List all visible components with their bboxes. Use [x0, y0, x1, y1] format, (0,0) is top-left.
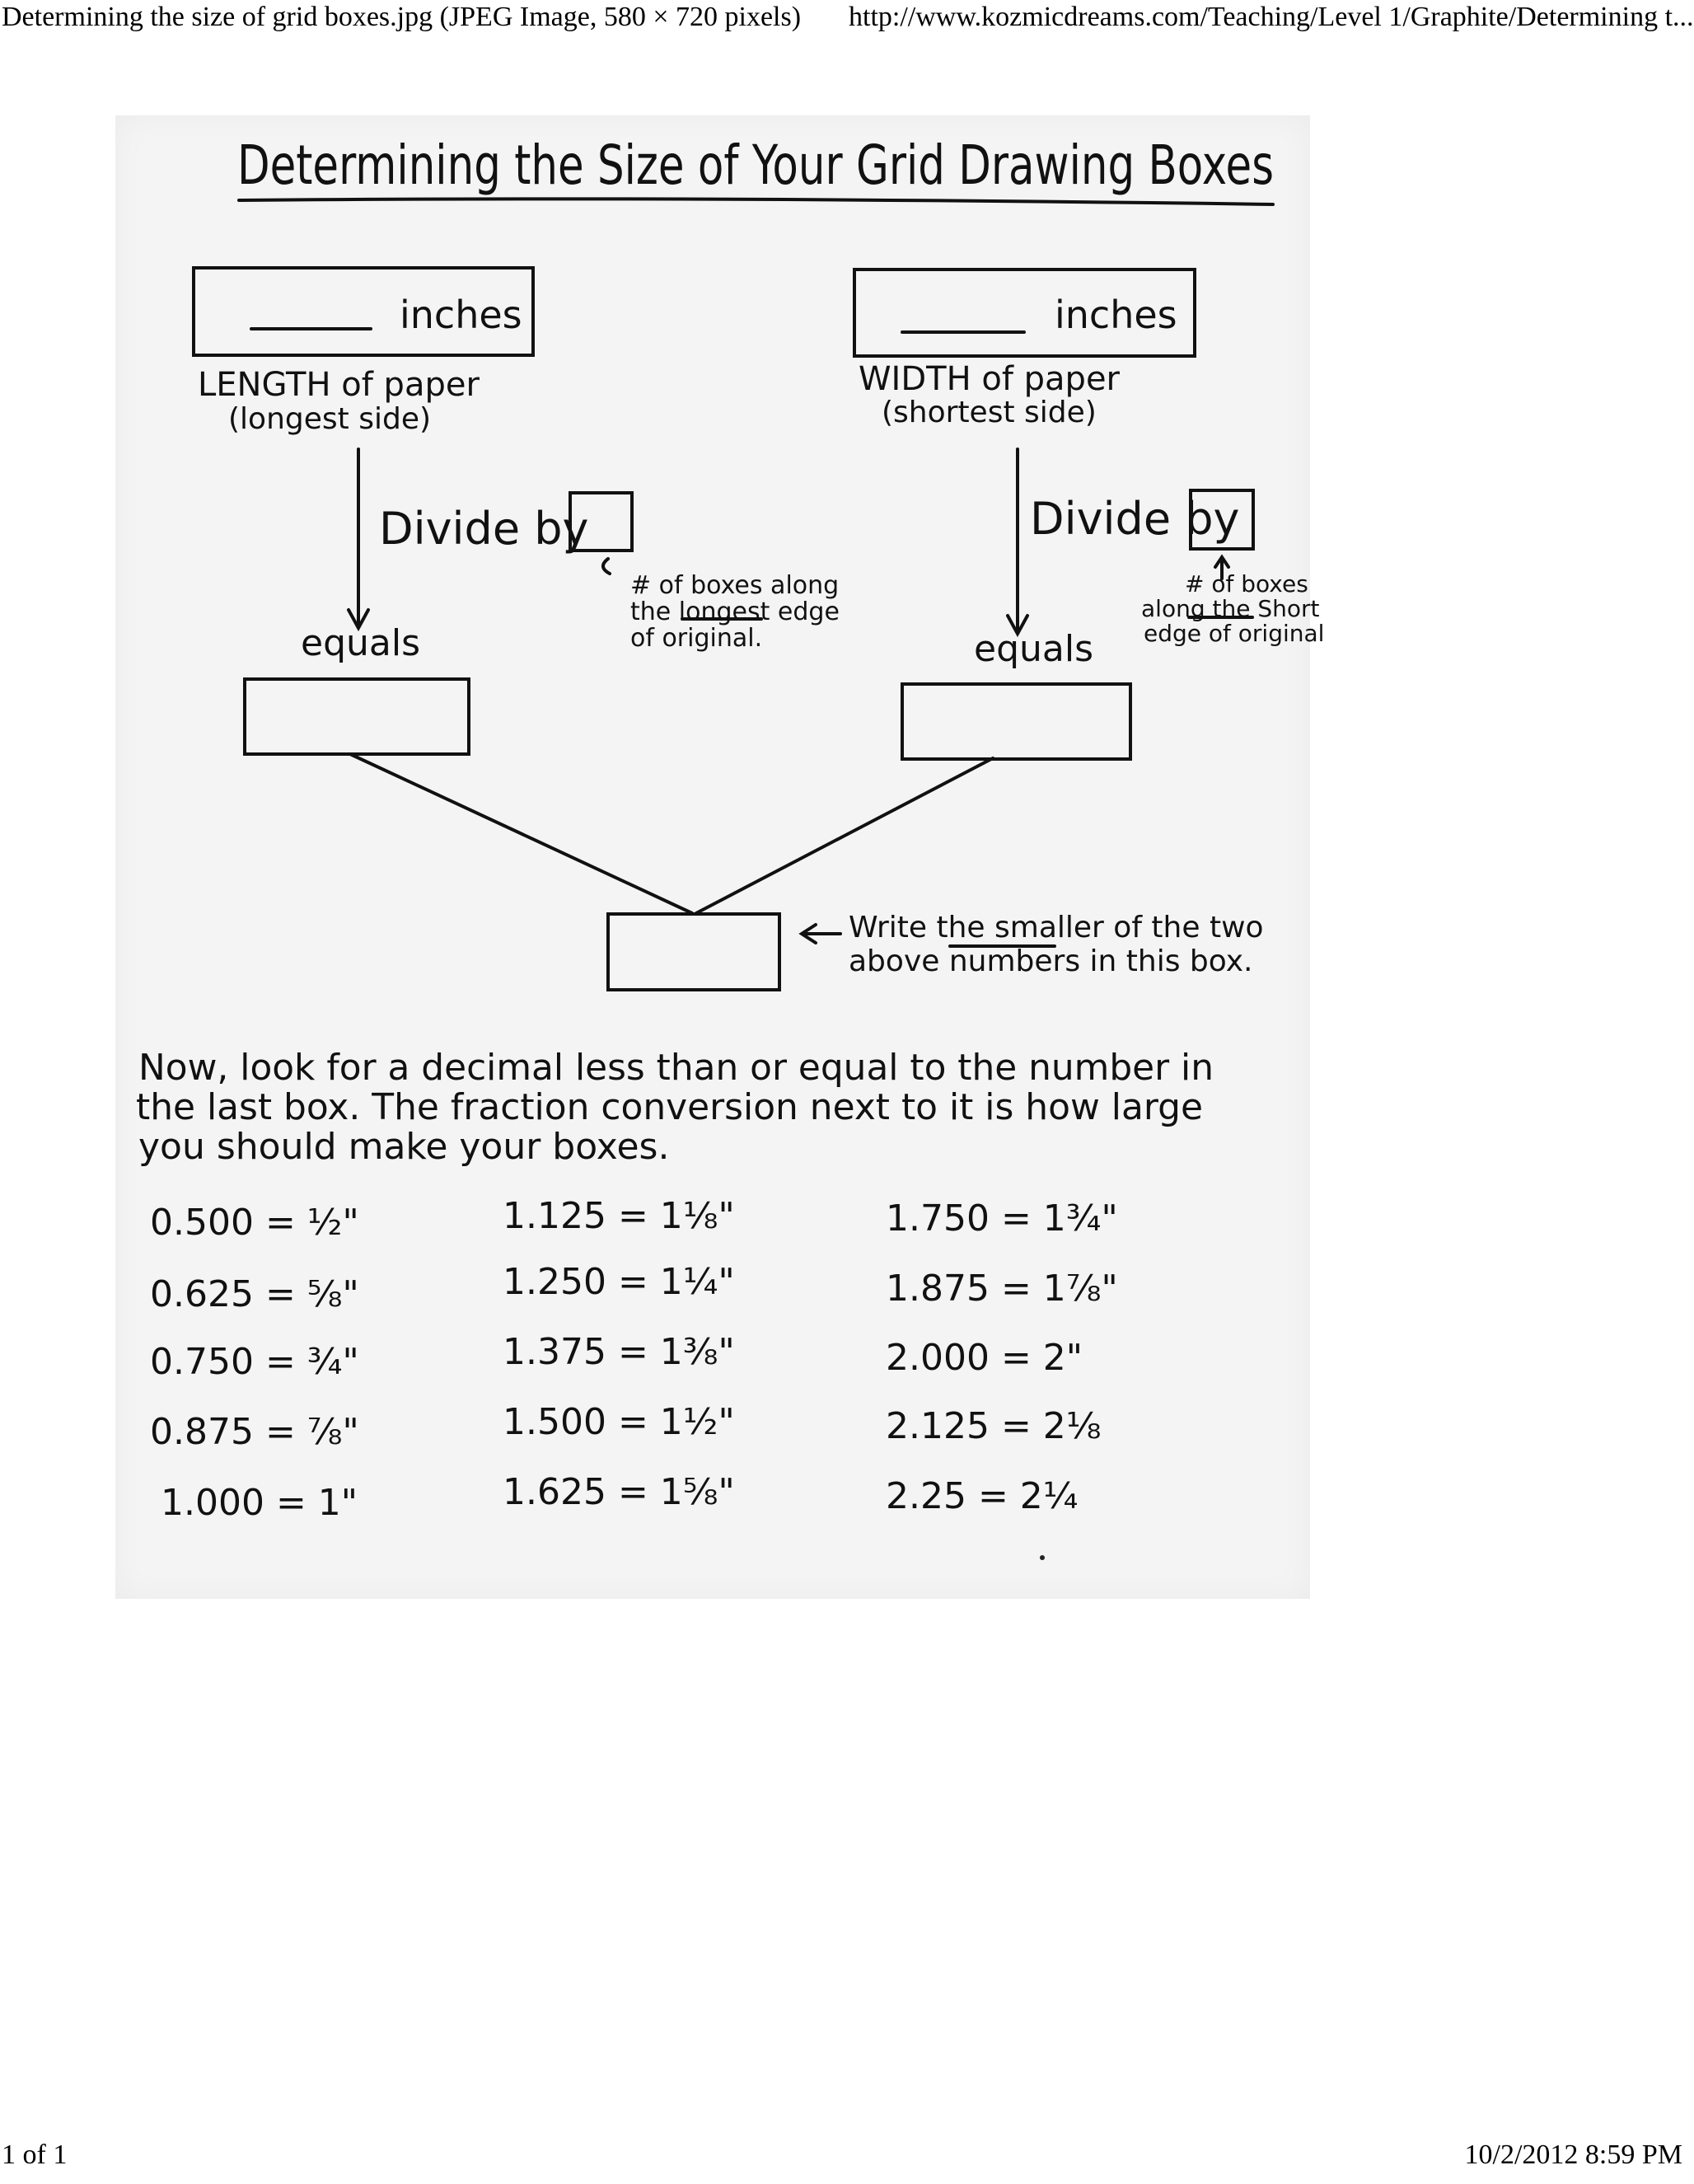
title-underline	[239, 199, 1273, 204]
conversion-row3-col3: 2.000 = 2"	[886, 1337, 1083, 1379]
divide-by-left: Divide by	[379, 503, 589, 555]
conversion-row4-col2: 1.500 = 1½"	[503, 1401, 735, 1443]
worksheet-title: Determining the Size of Your Grid Drawing Boxes	[237, 134, 1274, 197]
equals-right: equals	[974, 628, 1093, 670]
smaller-note-line-1: Write the smaller of the two	[849, 911, 1264, 944]
conversion-row1-col1: 0.500 = ½"	[150, 1202, 359, 1244]
equals-left: equals	[301, 622, 420, 664]
conversion-row5-col2: 1.625 = 1⅝"	[503, 1471, 735, 1513]
left-connector-line	[350, 754, 692, 913]
conversion-row2-col1: 0.625 = ⅝"	[150, 1273, 359, 1315]
width-sublabel: (shortest side)	[882, 396, 1097, 429]
instructions-line-1: Now, look for a decimal less than or equal to the number in	[138, 1047, 1214, 1089]
print-header-title: Determining the size of grid boxes.jpg (JPEG Image, 580 × 720 pixels)	[2, 2, 802, 32]
left-result-box	[245, 679, 469, 754]
conversion-row5-col1: 1.000 = 1"	[161, 1482, 358, 1524]
smaller-note-line-2: above numbers in this box.	[849, 944, 1253, 978]
left-divisor-pointer	[603, 559, 610, 574]
stray-dot	[1040, 1555, 1045, 1560]
left-note-line-1: # of boxes along	[630, 571, 840, 600]
conversion-row3-col1: 0.750 = ¾"	[150, 1341, 359, 1383]
conversion-row1-col2: 1.125 = 1⅛"	[503, 1195, 735, 1237]
page-count: 1 of 1	[2, 2139, 68, 2170]
instructions-line-2: the last box. The fraction conversion next to it is how large	[136, 1086, 1203, 1128]
length-label: LENGTH of paper	[198, 366, 480, 404]
worksheet-drawing	[115, 115, 1325, 1599]
left-note-line-2: the longest edge	[630, 598, 840, 626]
length-sublabel: (longest side)	[228, 402, 432, 436]
divide-by-right: Divide by	[1030, 493, 1240, 545]
width-box-unit: inches	[1055, 293, 1177, 337]
right-note-line-2: along the Short	[1141, 595, 1320, 622]
right-note-line-1: # of boxes	[1185, 570, 1308, 598]
print-header-url: http://www.kozmicdreams.com/Teaching/Level 1/Graphite/Determining t...	[849, 2, 1694, 32]
width-label: WIDTH of paper	[859, 360, 1120, 398]
conversion-row2-col3: 1.875 = 1⅞"	[886, 1268, 1118, 1310]
left-note-line-3: of original.	[630, 624, 763, 653]
conversion-row1-col3: 1.750 = 1¾"	[886, 1197, 1118, 1240]
right-note-line-3: edge of original	[1144, 620, 1325, 647]
right-result-box	[902, 684, 1130, 759]
worksheet-image	[115, 115, 1325, 1599]
print-header	[0, 2, 1694, 40]
print-footer	[0, 2139, 1687, 2177]
conversion-row2-col2: 1.250 = 1¼"	[503, 1261, 735, 1303]
final-box	[608, 914, 779, 990]
conversion-row4-col3: 2.125 = 2⅛	[886, 1405, 1102, 1447]
conversion-table	[150, 1195, 1118, 1524]
right-connector-line	[696, 758, 993, 913]
conversion-row4-col1: 0.875 = ⅞"	[150, 1411, 359, 1453]
conversion-row3-col2: 1.375 = 1⅜"	[503, 1331, 735, 1373]
print-timestamp: 10/2/2012 8:59 PM	[1464, 2139, 1682, 2170]
length-box-unit: inches	[400, 293, 522, 337]
conversion-row5-col3: 2.25 = 2¼	[886, 1475, 1079, 1517]
instructions-line-3: you should make your boxes.	[138, 1126, 670, 1168]
